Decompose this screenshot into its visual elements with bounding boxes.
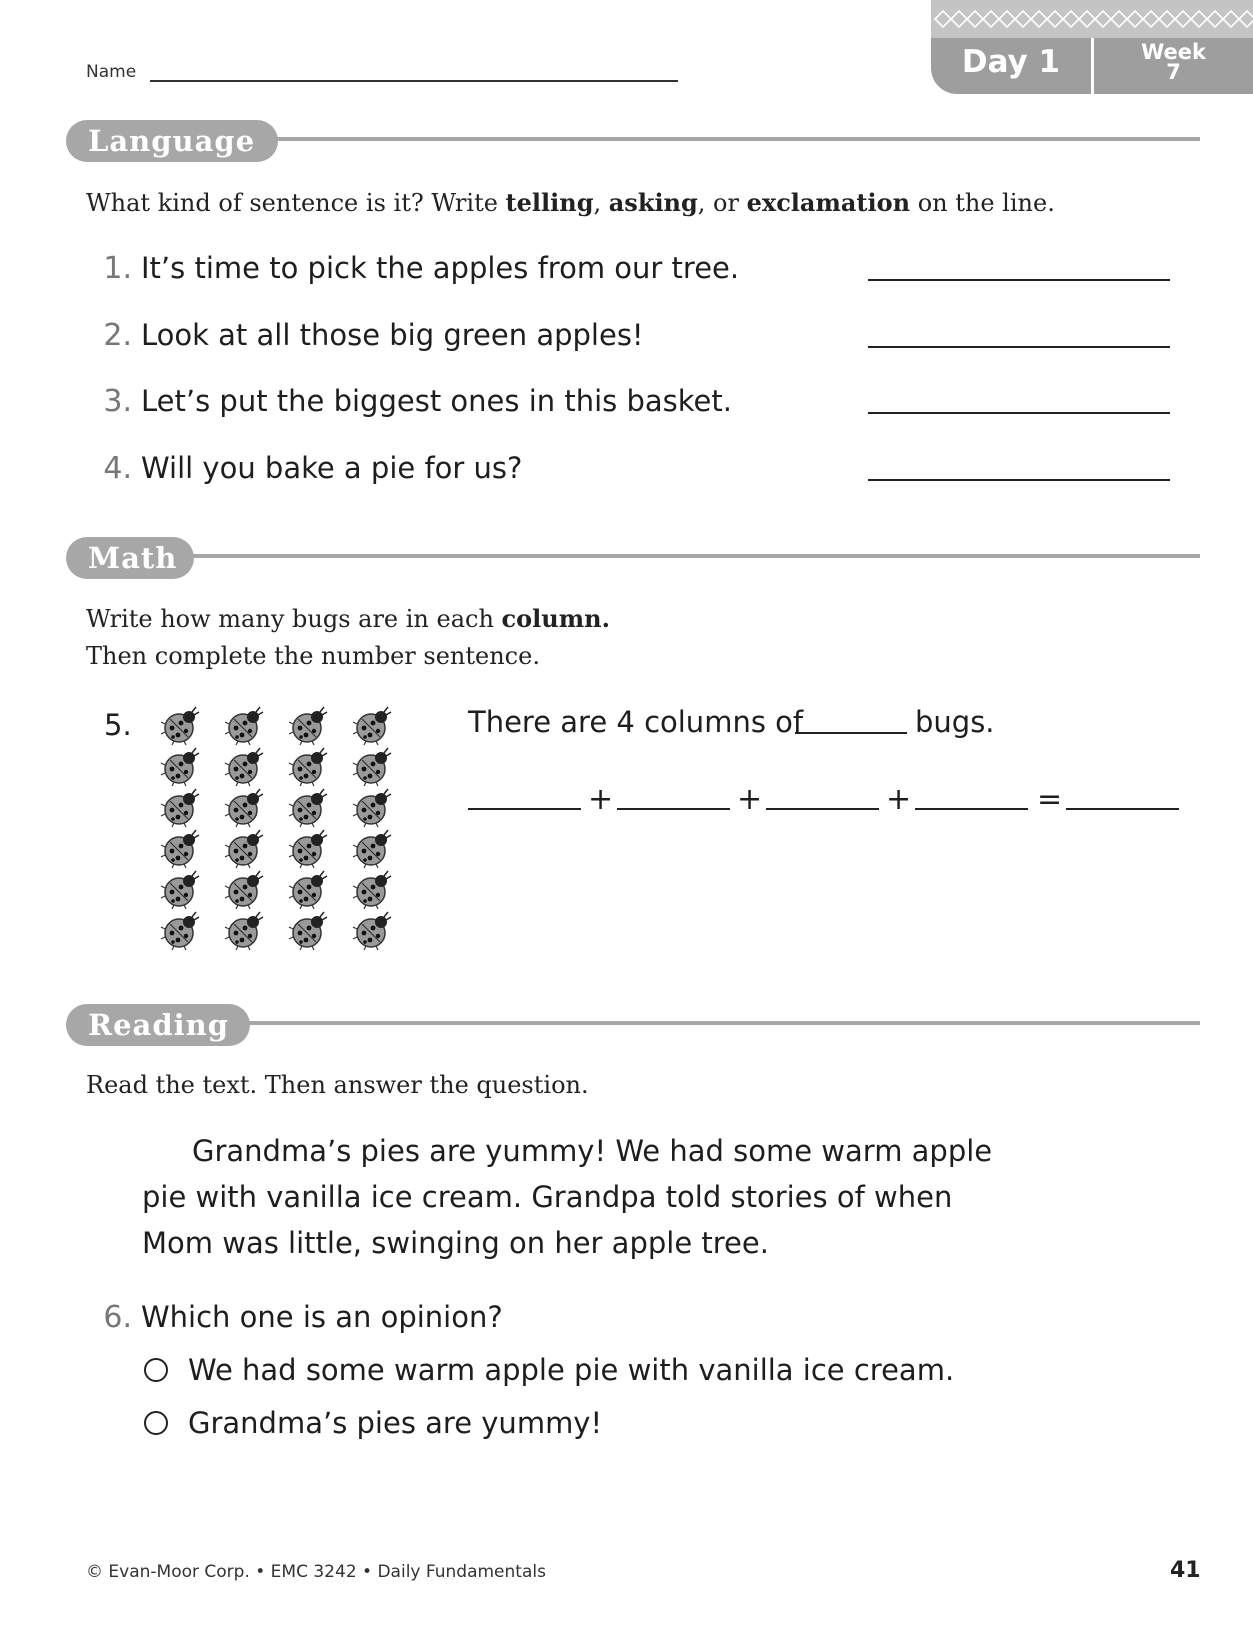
reading-passage xyxy=(142,1128,1022,1266)
addend-blank-1[interactable] xyxy=(468,808,581,810)
passage-line: Mom was little, swinging on her apple tree. xyxy=(142,1226,769,1260)
section-title-math: Math xyxy=(66,537,194,579)
plus-sign: + xyxy=(886,782,912,817)
ladybug-icon xyxy=(224,870,264,910)
question-number: 6. xyxy=(103,1300,132,1335)
week-number: 7 xyxy=(1166,60,1181,84)
question-number: 4. xyxy=(103,451,132,486)
plus-sign: + xyxy=(737,782,763,817)
name-label: Name xyxy=(86,62,137,82)
ladybug-icon xyxy=(160,788,200,828)
answer-line[interactable] xyxy=(868,346,1170,348)
option-label: Grandma’s pies are yummy! xyxy=(188,1406,603,1440)
answer-line[interactable] xyxy=(868,412,1170,414)
question-number: 3. xyxy=(103,384,132,419)
ladybug-icon xyxy=(224,911,264,951)
question-text: Will you bake a pie for us? xyxy=(141,451,523,485)
ladybug-icon xyxy=(160,911,200,951)
option-radio[interactable] xyxy=(144,1411,168,1435)
section-rule-reading xyxy=(242,1021,1200,1025)
addend-blank-3[interactable] xyxy=(766,808,879,810)
ladybug-icon xyxy=(224,788,264,828)
ladybug-icon xyxy=(288,788,328,828)
math-instruction-line1: Write how many bugs are in each column. xyxy=(86,604,610,633)
ladybug-icon xyxy=(288,747,328,787)
addend-blank-2[interactable] xyxy=(617,808,730,810)
ladybug-icon xyxy=(160,706,200,746)
ladybug-icon xyxy=(160,829,200,869)
question-number: 2. xyxy=(103,318,132,353)
section-title-reading: Reading xyxy=(66,1004,250,1046)
ladybug-icon xyxy=(352,706,392,746)
name-input-line[interactable] xyxy=(150,80,678,82)
ladybug-icon xyxy=(224,829,264,869)
week-word: Week xyxy=(1141,40,1206,64)
passage-line: pie with vanilla ice cream. Grandpa told stories of when xyxy=(142,1180,953,1214)
ladybug-icon xyxy=(352,747,392,787)
footer-credit: © Evan-Moor Corp. • EMC 3242 • Daily Fundamentals xyxy=(86,1562,546,1582)
ladybug-icon xyxy=(224,706,264,746)
sentence-end: bugs. xyxy=(915,705,995,739)
section-rule-language xyxy=(270,137,1200,141)
ladybug-icon xyxy=(288,870,328,910)
ladybug-icon xyxy=(352,870,392,910)
day-week-tab xyxy=(931,0,1253,95)
question-text: Which one is an opinion? xyxy=(141,1300,503,1334)
answer-line[interactable] xyxy=(868,279,1170,281)
ladybug-icon xyxy=(352,911,392,951)
option-radio[interactable] xyxy=(144,1358,168,1382)
reading-instruction: Read the text. Then answer the question. xyxy=(86,1071,589,1099)
ladybug-icon xyxy=(160,870,200,910)
week-label xyxy=(1094,42,1253,82)
ladybug-icon xyxy=(224,747,264,787)
ladybug-icon xyxy=(288,829,328,869)
question-number: 1. xyxy=(103,251,132,286)
ladybug-icon xyxy=(352,788,392,828)
section-rule-math xyxy=(186,554,1200,558)
ladybug-icon xyxy=(288,911,328,951)
page-number: 41 xyxy=(1170,1558,1201,1583)
question-number: 5. xyxy=(104,708,132,742)
addend-blank-4[interactable] xyxy=(915,808,1028,810)
decorative-pattern-strip xyxy=(931,0,1253,38)
section-title-language: Language xyxy=(66,120,278,162)
option-label: We had some warm apple pie with vanilla ice cream. xyxy=(188,1353,955,1387)
equals-sign: = xyxy=(1037,782,1063,817)
question-text: It’s time to pick the apples from our tree. xyxy=(141,251,740,285)
passage-line: Grandma’s pies are yummy! We had some warm apple xyxy=(192,1134,993,1168)
sentence-start: There are 4 columns of xyxy=(468,705,804,739)
ladybug-icon xyxy=(352,829,392,869)
answer-line[interactable] xyxy=(868,479,1170,481)
plus-sign: + xyxy=(588,782,614,817)
math-instruction-line2: Then complete the number sentence. xyxy=(86,642,540,670)
columns-blank[interactable] xyxy=(795,732,907,734)
question-text: Look at all those big green apples! xyxy=(141,318,644,352)
bug-array xyxy=(160,706,400,956)
language-instruction: What kind of sentence is it? Write telling, asking, or exclamation on the line. xyxy=(86,188,1055,217)
day-label: Day 1 xyxy=(961,44,1061,80)
question-text: Let’s put the biggest ones in this basket. xyxy=(141,384,732,418)
sum-blank[interactable] xyxy=(1066,808,1179,810)
ladybug-icon xyxy=(288,706,328,746)
ladybug-icon xyxy=(160,747,200,787)
